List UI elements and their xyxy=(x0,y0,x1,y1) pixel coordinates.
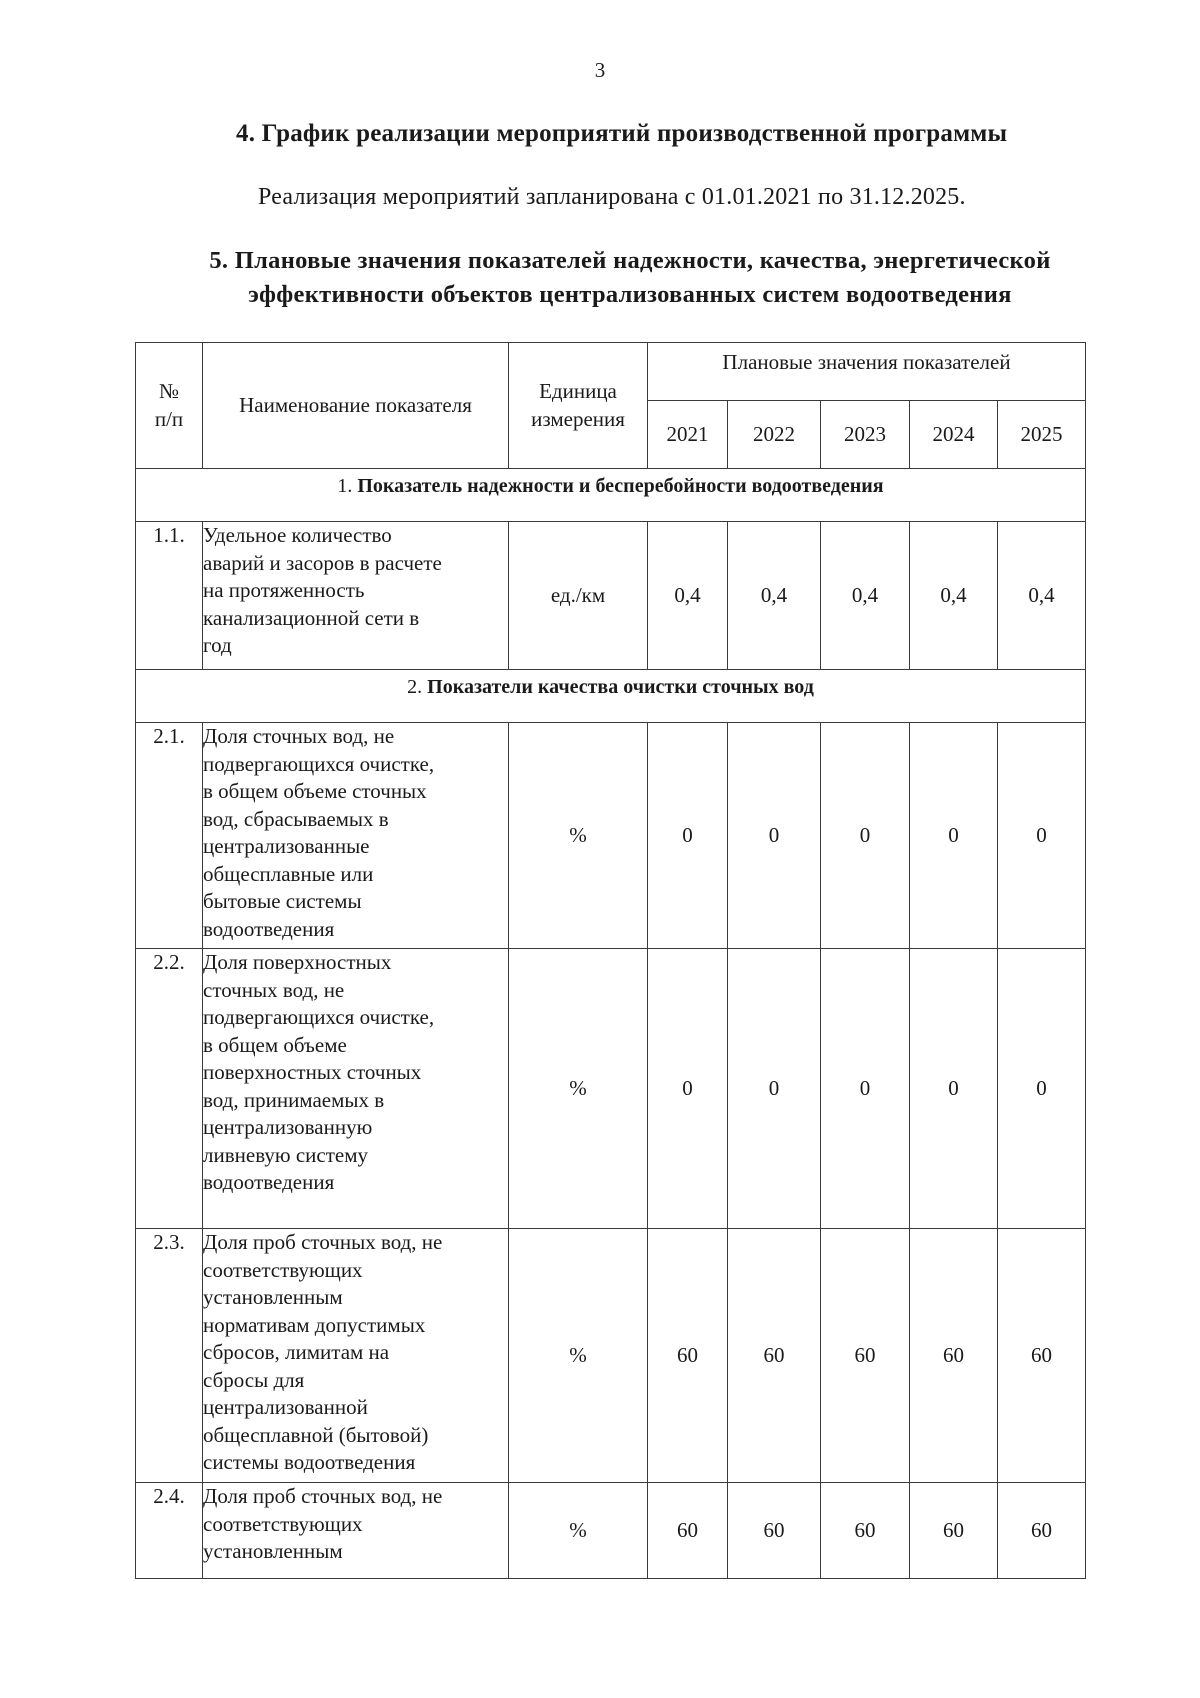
value-cell: 60 xyxy=(910,1229,998,1483)
section-row xyxy=(136,670,1086,723)
value-cell: 60 xyxy=(728,1483,821,1579)
value-cell: 0 xyxy=(998,949,1086,1229)
section-row xyxy=(136,469,1086,522)
header-unit: Единица измерения xyxy=(509,343,648,469)
value-cell: 60 xyxy=(648,1229,728,1483)
section-number: 2. xyxy=(407,676,423,698)
value-cell: 60 xyxy=(728,1229,821,1483)
section-number: 1. xyxy=(337,475,353,497)
value-cell: 0 xyxy=(728,949,821,1229)
header-name: Наименование показателя xyxy=(203,343,509,469)
header-year: 2024 xyxy=(910,401,998,469)
unit-cell: % xyxy=(509,949,648,1229)
section-title: Показатель надежности и бесперебойности водоотведения xyxy=(357,475,884,497)
header-planned: Плановые значения показателей xyxy=(648,343,1086,401)
unit-cell: % xyxy=(509,1483,648,1579)
value-cell: 60 xyxy=(821,1229,910,1483)
value-cell: 0,4 xyxy=(648,522,728,670)
value-cell: 0 xyxy=(910,723,998,949)
header-year: 2025 xyxy=(998,401,1086,469)
header-num: № п/п xyxy=(136,343,203,469)
section-title: Показатели качества очистки сточных вод xyxy=(427,676,814,698)
table-row xyxy=(136,723,1086,949)
value-cell: 60 xyxy=(648,1483,728,1579)
section-5-title xyxy=(150,244,1110,312)
value-cell: 0 xyxy=(821,949,910,1229)
table-row xyxy=(136,1229,1086,1483)
section-5-title-line-2: эффективности объектов централизованных систем водоотведения xyxy=(248,281,1012,308)
value-cell: 60 xyxy=(998,1229,1086,1483)
row-number: 2.3. xyxy=(136,1229,203,1483)
value-cell: 0 xyxy=(728,723,821,949)
value-cell: 0,4 xyxy=(910,522,998,670)
value-cell: 60 xyxy=(821,1483,910,1579)
value-cell: 0 xyxy=(998,723,1086,949)
page-number: 3 xyxy=(594,58,606,82)
section-5-title-line-1: 5. Плановые значения показателей надежности, качества, энергетической xyxy=(209,247,1051,274)
value-cell: 0 xyxy=(821,723,910,949)
header-year: 2022 xyxy=(728,401,821,469)
unit-cell: % xyxy=(509,1229,648,1483)
value-cell: 0 xyxy=(648,949,728,1229)
unit-cell: ед./км xyxy=(509,522,648,670)
value-cell: 0,4 xyxy=(998,522,1086,670)
indicator-name: Доля проб сточных вод, не соответствующих установленным нормативам допустимых сбросов, лимитам на сбросы для централизованной общесплавной (бытовой) системы водоотведения xyxy=(203,1229,509,1483)
indicator-name: Доля поверхностных сточных вод, не подвергающихся очистке, в общем объеме поверхностных сточных вод, принимаемых в централизованную ливневую систему водоотведения xyxy=(203,949,509,1229)
row-number: 1.1. xyxy=(136,522,203,670)
value-cell: 0 xyxy=(910,949,998,1229)
indicator-name: Доля сточных вод, не подвергающихся очистке, в общем объеме сточных вод, сбрасываемых в централизованные общесплавные или бытовые системы водоотведения xyxy=(203,723,509,949)
value-cell: 0,4 xyxy=(821,522,910,670)
indicators-table xyxy=(135,342,1086,1579)
indicator-name: Удельное количество аварий и засоров в расчете на протяженность канализационной сети в год xyxy=(203,522,509,670)
table-row xyxy=(136,522,1086,670)
row-number: 2.1. xyxy=(136,723,203,949)
value-cell: 0,4 xyxy=(728,522,821,670)
indicator-name: Доля проб сточных вод, не соответствующих установленным xyxy=(203,1483,509,1579)
row-number: 2.2. xyxy=(136,949,203,1229)
unit-cell: % xyxy=(509,723,648,949)
section-4-title: 4. График реализации мероприятий производственной программы xyxy=(236,120,1008,147)
header-year: 2023 xyxy=(821,401,910,469)
header-year: 2021 xyxy=(648,401,728,469)
table-row xyxy=(136,949,1086,1229)
section-4-text: Реализация мероприятий запланирована с 01.01.2021 по 31.12.2025. xyxy=(258,184,966,210)
value-cell: 60 xyxy=(910,1483,998,1579)
row-number: 2.4. xyxy=(136,1483,203,1579)
value-cell: 60 xyxy=(998,1483,1086,1579)
value-cell: 0 xyxy=(648,723,728,949)
table-row xyxy=(136,1483,1086,1579)
